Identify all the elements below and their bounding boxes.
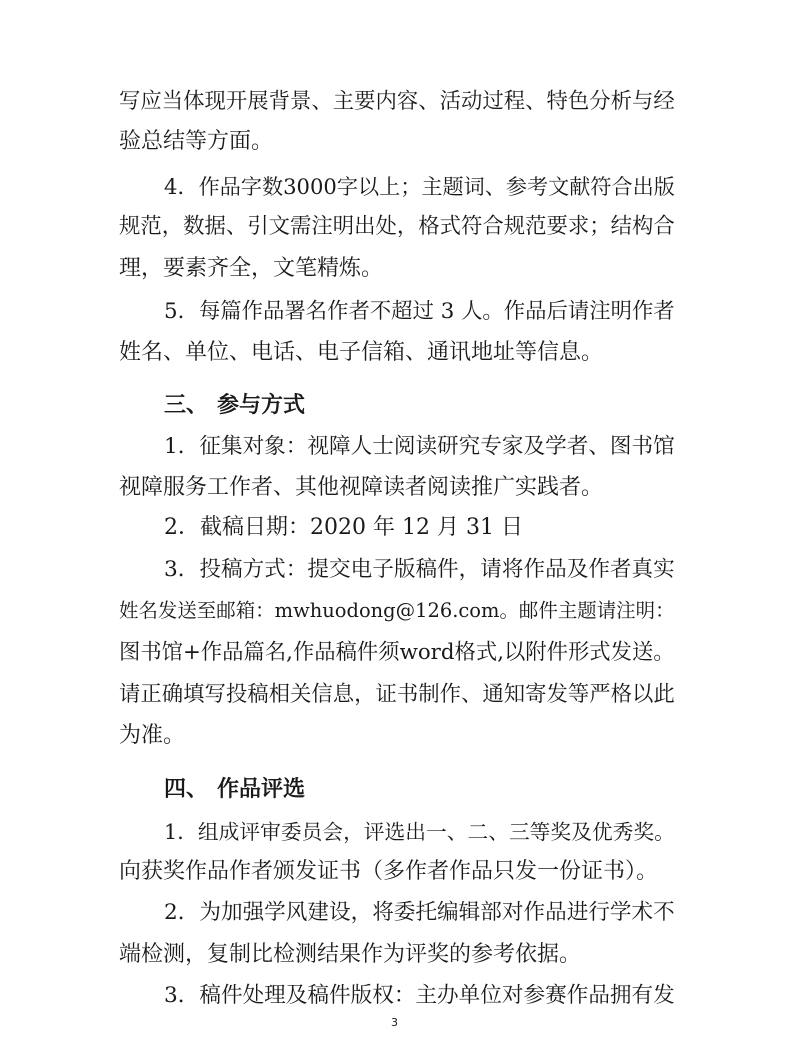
section-number: 三、 <box>164 393 209 418</box>
section-title: 参与方式 <box>217 393 306 418</box>
page-number: 3 <box>391 1016 398 1029</box>
section-number: 四、 <box>164 777 209 802</box>
section-title: 作品评选 <box>217 777 306 802</box>
document-page: 写应当体现开展背景、主要内容、活动过程、特色分析与经 验总结等方面。 4．作品字数3000字以上；主题词、参考文献符合出版 规范，数据、引文需注明出处，格式符合规范要求；结构合 理，要素齐全，文笔精炼。 5．每篇作品署名作者不超过 3 人。作品后请注明作者 姓名、单位、电话、电子信箱、通讯地址等信息。 三、 参与方式 1．征集对象：视障人士阅读研究专家及学者、图书馆 视障服务工作者、其他视障读者阅读推广实践者。 2．截稿日期：2020 年 12 月 31 日 3．投稿方式：提交电子版稿件，请将作品及作者真实 姓名发送至邮箱：mwhuodong@126.com。邮件主题请注明： 图书馆+作品篇名,作品稿件须word格式,以附件形式发送。 请正确填写投稿相关信息，证书制作、通知寄发等严格以此 为准。 四、 作品评选 1．组成评审委员会，评选出一、二、三等奖及优秀奖。 向获奖作品作者颁发证书（多作者作品只发一份证书）。 2．为加强学风建设，将委托编辑部对作品进行学术不 端检测，复制比检测结果作为评奖的参考依据。 3．稿件处理及稿件版权：主办单位对参赛作品拥有发 3 <box>119 89 675 1029</box>
